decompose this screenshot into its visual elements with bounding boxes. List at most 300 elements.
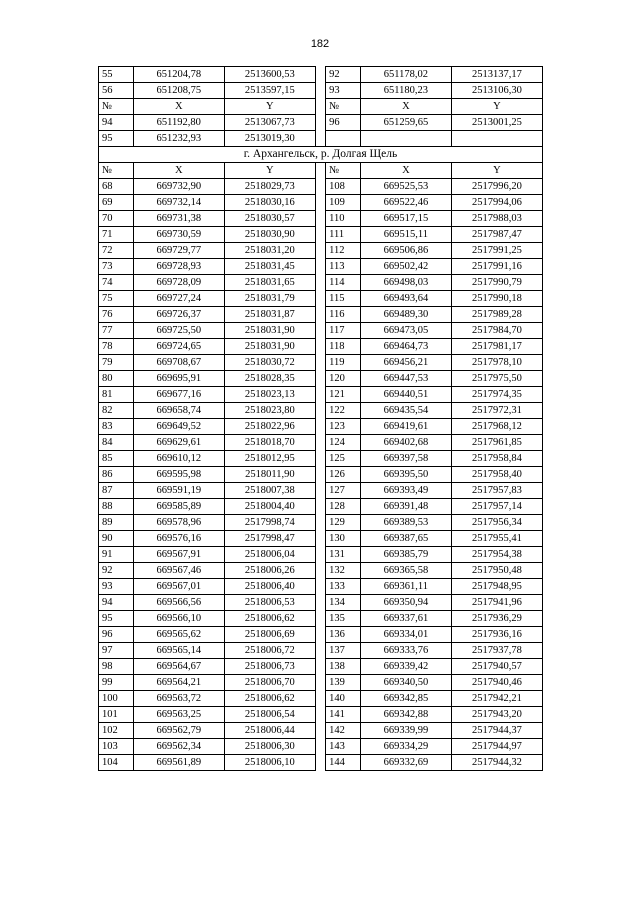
coordinates-table-body (99, 67, 543, 771)
left-coord-x: 669563,25 (133, 707, 224, 723)
right-point-number: 123 (326, 419, 361, 435)
left-point-number: 80 (99, 371, 134, 387)
right-coord-x: 669456,21 (360, 355, 451, 371)
table-row (99, 563, 543, 579)
left-coord-y: 2518006,72 (224, 643, 315, 659)
left-header-point-number: № (99, 99, 134, 115)
table-row (99, 115, 543, 131)
right-coord-x: 669517,15 (360, 211, 451, 227)
right-coord-x: 669419,61 (360, 419, 451, 435)
right-point-number: 125 (326, 451, 361, 467)
table-row (99, 595, 543, 611)
right-coord-x: 669506,86 (360, 243, 451, 259)
right-point-number: 130 (326, 531, 361, 547)
left-point-number: 93 (99, 579, 134, 595)
left-coord-x: 651232,93 (133, 131, 224, 147)
right-point-number: 121 (326, 387, 361, 403)
table-row (99, 451, 543, 467)
left-point-number: 68 (99, 179, 134, 195)
column-gap (315, 659, 325, 675)
left-coord-y: 2518031,90 (224, 323, 315, 339)
right-coord-x: 669339,42 (360, 659, 451, 675)
right-coord-x (360, 131, 451, 147)
table-row (99, 579, 543, 595)
table-row (99, 611, 543, 627)
right-coord-y (451, 131, 542, 147)
left-coord-y: 2518023,13 (224, 387, 315, 403)
table-row (99, 131, 543, 147)
right-coord-y: 2517958,40 (451, 467, 542, 483)
left-coord-y: 2518031,79 (224, 291, 315, 307)
column-gap (315, 115, 325, 131)
left-coord-y: 2517998,74 (224, 515, 315, 531)
left-coord-y: 2518006,73 (224, 659, 315, 675)
right-point-number: 144 (326, 755, 361, 771)
header-row (99, 163, 543, 179)
left-point-number: 103 (99, 739, 134, 755)
left-coord-y: 2518031,65 (224, 275, 315, 291)
column-gap (315, 451, 325, 467)
right-coord-x: 669337,61 (360, 611, 451, 627)
left-coord-y: 2518006,04 (224, 547, 315, 563)
table-row (99, 403, 543, 419)
column-gap (315, 355, 325, 371)
left-coord-x: 669565,62 (133, 627, 224, 643)
left-point-number: 76 (99, 307, 134, 323)
left-point-number: 99 (99, 675, 134, 691)
left-coord-x: 669732,14 (133, 195, 224, 211)
left-coord-y: 2518011,90 (224, 467, 315, 483)
right-coord-x: 669361,11 (360, 579, 451, 595)
right-point-number: 133 (326, 579, 361, 595)
right-header-x: X (360, 99, 451, 115)
right-coord-y: 2517987,47 (451, 227, 542, 243)
right-coord-y: 2517968,12 (451, 419, 542, 435)
column-gap (315, 739, 325, 755)
column-gap (315, 563, 325, 579)
left-coord-y: 2517998,47 (224, 531, 315, 547)
right-coord-y: 2517994,06 (451, 195, 542, 211)
section-title-row (99, 147, 543, 163)
column-gap (315, 691, 325, 707)
right-coord-x: 651180,23 (360, 83, 451, 99)
column-gap (315, 275, 325, 291)
right-coord-y: 2517941,96 (451, 595, 542, 611)
table-row (99, 627, 543, 643)
left-coord-x: 651192,80 (133, 115, 224, 131)
left-coord-y: 2518030,72 (224, 355, 315, 371)
right-coord-x: 669342,85 (360, 691, 451, 707)
right-coord-x: 669395,50 (360, 467, 451, 483)
right-coord-x: 669493,64 (360, 291, 451, 307)
left-coord-x: 669727,24 (133, 291, 224, 307)
right-point-number: 120 (326, 371, 361, 387)
column-gap (315, 291, 325, 307)
left-coord-x: 669563,72 (133, 691, 224, 707)
right-coord-y: 2517957,83 (451, 483, 542, 499)
table-row (99, 387, 543, 403)
left-coord-y: 2518006,44 (224, 723, 315, 739)
left-point-number: 77 (99, 323, 134, 339)
table-row (99, 755, 543, 771)
column-gap (315, 67, 325, 83)
left-point-number: 101 (99, 707, 134, 723)
right-point-number: 139 (326, 675, 361, 691)
left-point-number: 96 (99, 627, 134, 643)
right-coord-y: 2517955,41 (451, 531, 542, 547)
column-gap (315, 179, 325, 195)
right-point-number: 140 (326, 691, 361, 707)
right-coord-y: 2517936,29 (451, 611, 542, 627)
right-coord-y: 2517991,16 (451, 259, 542, 275)
right-coord-y: 2517996,20 (451, 179, 542, 195)
left-point-number: 86 (99, 467, 134, 483)
left-coord-x: 669576,16 (133, 531, 224, 547)
right-point-number: 119 (326, 355, 361, 371)
right-point-number: 129 (326, 515, 361, 531)
right-coord-y: 2513106,30 (451, 83, 542, 99)
section-title: г. Архангельск, р. Долгая Щель (99, 147, 543, 163)
table-row (99, 195, 543, 211)
left-coord-x: 669724,65 (133, 339, 224, 355)
left-coord-x: 669567,46 (133, 563, 224, 579)
column-gap (315, 419, 325, 435)
right-header-point-number: № (326, 99, 361, 115)
right-point-number: 109 (326, 195, 361, 211)
left-point-number: 91 (99, 547, 134, 563)
table-row (99, 307, 543, 323)
right-point-number: 143 (326, 739, 361, 755)
left-coord-y: 2518022,96 (224, 419, 315, 435)
left-coord-y: 2518006,40 (224, 579, 315, 595)
left-point-number: 72 (99, 243, 134, 259)
left-point-number: 92 (99, 563, 134, 579)
right-coord-x: 669464,73 (360, 339, 451, 355)
left-point-number: 81 (99, 387, 134, 403)
column-gap (315, 499, 325, 515)
left-coord-y: 2518031,90 (224, 339, 315, 355)
right-point-number: 118 (326, 339, 361, 355)
right-header-x: X (360, 163, 451, 179)
column-gap (315, 547, 325, 563)
right-coord-y: 2517972,31 (451, 403, 542, 419)
table-row (99, 691, 543, 707)
right-header-y: Y (451, 163, 542, 179)
left-coord-y: 2518012,95 (224, 451, 315, 467)
table-row (99, 419, 543, 435)
table-row (99, 355, 543, 371)
right-point-number: 131 (326, 547, 361, 563)
right-coord-y: 2517990,18 (451, 291, 542, 307)
right-coord-x: 669340,50 (360, 675, 451, 691)
table-row (99, 339, 543, 355)
right-coord-y: 2517990,79 (451, 275, 542, 291)
left-coord-y: 2518031,45 (224, 259, 315, 275)
left-point-number: 79 (99, 355, 134, 371)
left-coord-x: 669732,90 (133, 179, 224, 195)
left-coord-y: 2518030,90 (224, 227, 315, 243)
right-coord-y: 2517991,25 (451, 243, 542, 259)
left-coord-x: 669564,67 (133, 659, 224, 675)
left-coord-x: 669731,38 (133, 211, 224, 227)
left-coord-y: 2518023,80 (224, 403, 315, 419)
right-coord-x: 669447,53 (360, 371, 451, 387)
right-coord-x: 669385,79 (360, 547, 451, 563)
table-row (99, 83, 543, 99)
right-point-number: 113 (326, 259, 361, 275)
left-coord-x: 651208,75 (133, 83, 224, 99)
column-gap (315, 627, 325, 643)
coordinates-table (98, 66, 543, 771)
left-point-number: 69 (99, 195, 134, 211)
left-coord-y: 2518007,38 (224, 483, 315, 499)
table-row (99, 323, 543, 339)
left-point-number: 84 (99, 435, 134, 451)
column-gap (315, 515, 325, 531)
column-gap (315, 371, 325, 387)
left-coord-x: 669658,74 (133, 403, 224, 419)
table-row (99, 707, 543, 723)
right-coord-y: 2517981,17 (451, 339, 542, 355)
right-coord-x: 669339,99 (360, 723, 451, 739)
left-header-point-number: № (99, 163, 134, 179)
left-coord-x: 669562,79 (133, 723, 224, 739)
column-gap (315, 211, 325, 227)
left-coord-x: 669595,98 (133, 467, 224, 483)
right-point-number: 137 (326, 643, 361, 659)
left-coord-y: 2518018,70 (224, 435, 315, 451)
right-coord-y: 2513001,25 (451, 115, 542, 131)
left-coord-x: 669561,89 (133, 755, 224, 771)
table-row (99, 739, 543, 755)
left-point-number: 78 (99, 339, 134, 355)
column-gap (315, 227, 325, 243)
left-coord-y: 2518028,35 (224, 371, 315, 387)
right-coord-x: 669435,54 (360, 403, 451, 419)
left-header-y: Y (224, 163, 315, 179)
right-coord-y: 2517957,14 (451, 499, 542, 515)
right-point-number: 128 (326, 499, 361, 515)
left-point-number: 75 (99, 291, 134, 307)
right-point-number: 122 (326, 403, 361, 419)
column-gap (315, 435, 325, 451)
right-header-y: Y (451, 99, 542, 115)
left-coord-y: 2518031,20 (224, 243, 315, 259)
right-coord-y: 2517974,35 (451, 387, 542, 403)
left-coord-x: 669566,10 (133, 611, 224, 627)
right-point-number: 124 (326, 435, 361, 451)
column-gap (315, 163, 325, 179)
right-point-number: 96 (326, 115, 361, 131)
column-gap (315, 83, 325, 99)
left-coord-y: 2518030,57 (224, 211, 315, 227)
left-point-number: 70 (99, 211, 134, 227)
table-row (99, 643, 543, 659)
left-coord-y: 2513597,15 (224, 83, 315, 99)
column-gap (315, 99, 325, 115)
right-point-number: 117 (326, 323, 361, 339)
left-coord-x: 669567,91 (133, 547, 224, 563)
column-gap (315, 611, 325, 627)
right-coord-y: 2517942,21 (451, 691, 542, 707)
left-point-number: 98 (99, 659, 134, 675)
left-coord-y: 2513067,73 (224, 115, 315, 131)
left-point-number: 55 (99, 67, 134, 83)
left-point-number: 94 (99, 595, 134, 611)
right-point-number: 141 (326, 707, 361, 723)
column-gap (315, 723, 325, 739)
left-coord-x: 669725,50 (133, 323, 224, 339)
left-coord-y: 2513600,53 (224, 67, 315, 83)
right-coord-x: 669350,94 (360, 595, 451, 611)
left-coord-y: 2518029,73 (224, 179, 315, 195)
left-point-number: 87 (99, 483, 134, 499)
right-coord-y: 2517978,10 (451, 355, 542, 371)
left-coord-y: 2518006,53 (224, 595, 315, 611)
column-gap (315, 707, 325, 723)
right-point-number: 108 (326, 179, 361, 195)
left-coord-x: 669567,01 (133, 579, 224, 595)
right-coord-y: 2517984,70 (451, 323, 542, 339)
left-point-number: 90 (99, 531, 134, 547)
right-point-number: 127 (326, 483, 361, 499)
right-coord-x: 669489,30 (360, 307, 451, 323)
table-row (99, 211, 543, 227)
left-coord-y: 2518006,26 (224, 563, 315, 579)
left-coord-y: 2518006,54 (224, 707, 315, 723)
table-row (99, 723, 543, 739)
column-gap (315, 755, 325, 771)
right-coord-x: 669393,49 (360, 483, 451, 499)
right-point-number: 134 (326, 595, 361, 611)
left-point-number: 97 (99, 643, 134, 659)
left-point-number: 94 (99, 115, 134, 131)
right-point-number: 93 (326, 83, 361, 99)
right-coord-x: 669402,68 (360, 435, 451, 451)
right-coord-y: 2517988,03 (451, 211, 542, 227)
left-point-number: 95 (99, 131, 134, 147)
right-coord-x: 669502,42 (360, 259, 451, 275)
left-coord-y: 2518006,69 (224, 627, 315, 643)
column-gap (315, 675, 325, 691)
column-gap (315, 243, 325, 259)
left-point-number: 71 (99, 227, 134, 243)
left-coord-y: 2518006,62 (224, 611, 315, 627)
right-point-number: 110 (326, 211, 361, 227)
right-coord-x: 669397,58 (360, 451, 451, 467)
left-point-number: 85 (99, 451, 134, 467)
column-gap (315, 403, 325, 419)
right-coord-y: 2517940,57 (451, 659, 542, 675)
right-coord-x: 669365,58 (360, 563, 451, 579)
right-point-number: 142 (326, 723, 361, 739)
table-row (99, 291, 543, 307)
left-point-number: 102 (99, 723, 134, 739)
table-row (99, 243, 543, 259)
right-coord-y: 2517954,38 (451, 547, 542, 563)
right-coord-y: 2517956,34 (451, 515, 542, 531)
column-gap (315, 579, 325, 595)
table-row (99, 275, 543, 291)
right-coord-x: 651178,02 (360, 67, 451, 83)
right-coord-y: 2517944,97 (451, 739, 542, 755)
right-coord-y: 2517937,78 (451, 643, 542, 659)
left-point-number: 100 (99, 691, 134, 707)
left-header-x: X (133, 163, 224, 179)
left-coord-x: 669610,12 (133, 451, 224, 467)
right-coord-x: 669333,76 (360, 643, 451, 659)
left-point-number: 88 (99, 499, 134, 515)
table-row (99, 531, 543, 547)
left-coord-x: 669649,52 (133, 419, 224, 435)
table-row (99, 659, 543, 675)
right-point-number: 114 (326, 275, 361, 291)
left-coord-y: 2518006,30 (224, 739, 315, 755)
right-point-number: 136 (326, 627, 361, 643)
table-row (99, 435, 543, 451)
column-gap (315, 259, 325, 275)
column-gap (315, 339, 325, 355)
table-row (99, 467, 543, 483)
right-coord-y: 2517944,37 (451, 723, 542, 739)
right-point-number: 126 (326, 467, 361, 483)
right-coord-x: 669387,65 (360, 531, 451, 547)
right-coord-y: 2517936,16 (451, 627, 542, 643)
left-coord-x: 669726,37 (133, 307, 224, 323)
right-coord-x: 669525,53 (360, 179, 451, 195)
left-coord-x: 669591,19 (133, 483, 224, 499)
left-coord-x: 669578,96 (133, 515, 224, 531)
left-coord-y: 2513019,30 (224, 131, 315, 147)
right-coord-y: 2517944,32 (451, 755, 542, 771)
right-coord-x: 669498,03 (360, 275, 451, 291)
left-coord-y: 2518006,70 (224, 675, 315, 691)
column-gap (315, 195, 325, 211)
right-coord-x: 669389,53 (360, 515, 451, 531)
left-coord-y: 2518006,62 (224, 691, 315, 707)
table-row (99, 371, 543, 387)
left-coord-x: 669677,16 (133, 387, 224, 403)
right-header-point-number: № (326, 163, 361, 179)
right-coord-y: 2517940,46 (451, 675, 542, 691)
left-coord-x: 669729,77 (133, 243, 224, 259)
right-coord-x: 669342,88 (360, 707, 451, 723)
left-coord-y: 2518031,87 (224, 307, 315, 323)
table-row (99, 259, 543, 275)
left-point-number: 74 (99, 275, 134, 291)
left-coord-y: 2518030,16 (224, 195, 315, 211)
right-coord-x: 669332,69 (360, 755, 451, 771)
column-gap (315, 643, 325, 659)
right-coord-x: 669522,46 (360, 195, 451, 211)
column-gap (315, 483, 325, 499)
right-point-number (326, 131, 361, 147)
table-row (99, 499, 543, 515)
left-point-number: 95 (99, 611, 134, 627)
left-coord-x: 669566,56 (133, 595, 224, 611)
left-coord-x: 669708,67 (133, 355, 224, 371)
right-coord-x: 669391,48 (360, 499, 451, 515)
right-coord-y: 2517975,50 (451, 371, 542, 387)
right-coord-y: 2517958,84 (451, 451, 542, 467)
left-coord-x: 669730,59 (133, 227, 224, 243)
table-row (99, 179, 543, 195)
left-point-number: 83 (99, 419, 134, 435)
right-coord-y: 2517943,20 (451, 707, 542, 723)
left-coord-x: 651204,78 (133, 67, 224, 83)
left-header-x: X (133, 99, 224, 115)
right-coord-x: 669473,05 (360, 323, 451, 339)
